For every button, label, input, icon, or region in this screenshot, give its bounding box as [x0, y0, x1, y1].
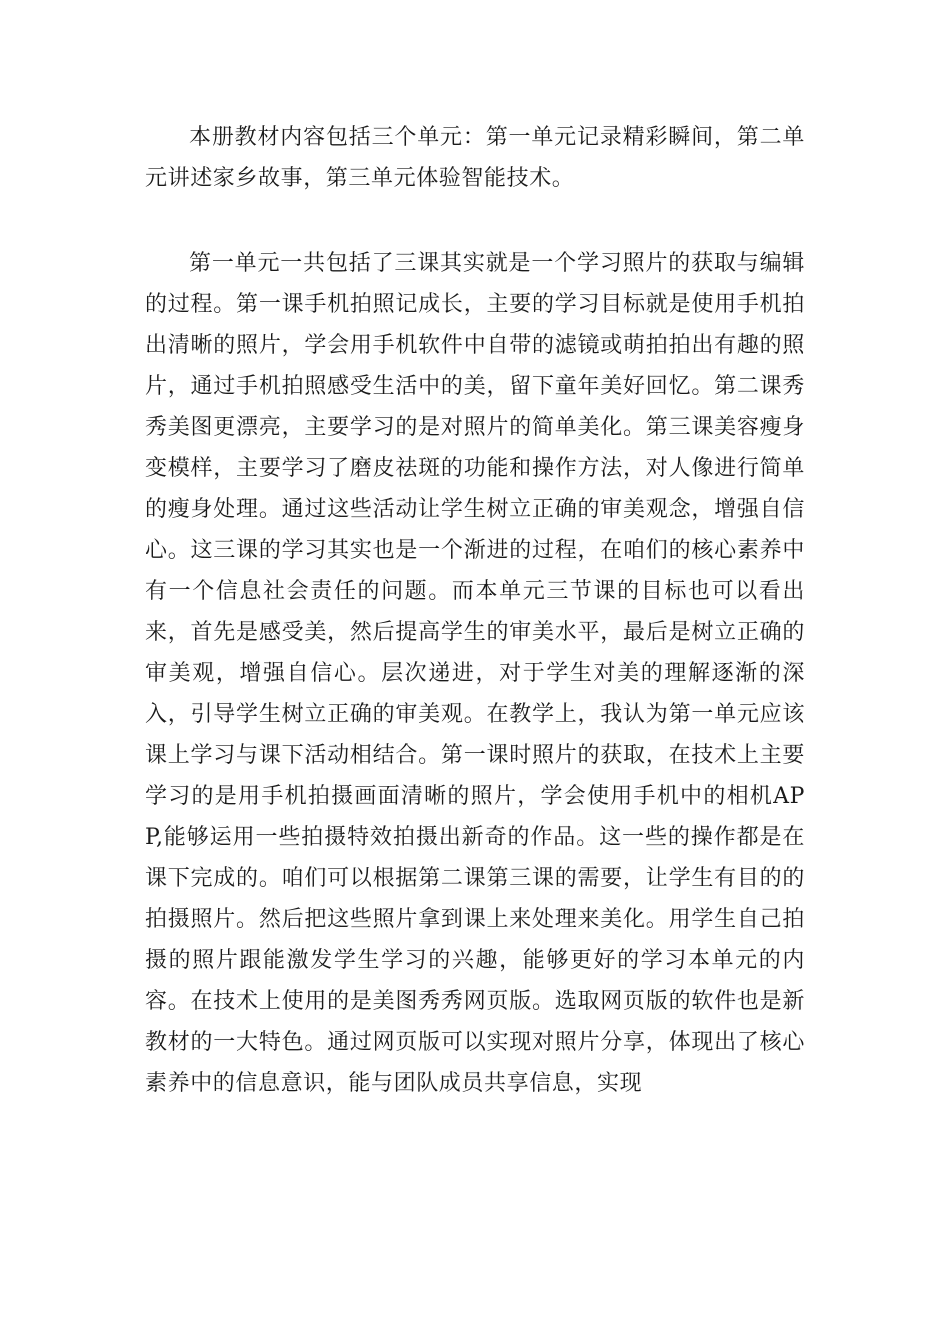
paragraph-unit-overview: 本册教材内容包括三个单元：第一单元记录精彩瞬间，第二单元讲述家乡故事，第三单元体验智能技术。	[145, 125, 805, 191]
paragraph-unit-one-description: 第一单元一共包括了三课其实就是一个学习照片的获取与编辑的过程。第一课手机拍照记成长，主要的学习目标就是使用手机拍出清晰的照片，学会用手机软件中自带的滤镜或萌拍拍出有趣的照片，通过手机拍照感受生活中的美，留下童年美好回忆。第二课秀秀美图更漂亮，主要学习的是对照片的简单美化。第三课美容瘦身变模样，主要学习了磨皮祛斑的功能和操作方法，对人像进行简单的瘦身处理。通过这些活动让学生树立正确的审美观念，增强自信心。这三课的学习其实也是一个渐进的过程，在咱们的核心素养中有一个信息社会责任的问题。而本单元三节课的目标也可以看出来，首先是感受美，然后提高学生的审美水平，最后是树立正确的审美观，增强自信心。层次递进，对于学生对美的理解逐渐的深入，引导学生树立正确的审美观。在教学上，我认为第一单元应该课上学习与课下活动相结合。第一课时照片的获取，在技术上主要学习的是用手机拍摄画面清晰的照片，学会使用手机中的相机APP,能够运用一些拍摄特效拍摄出新奇的作品。这一些的操作都是在课下完成的。咱们可以根据第二课第三课的需要，让学生有目的的拍摄照片。然后把这些照片拿到课上来处理来美化。用学生自己拍摄的照片跟能激发学生学习的兴趣，能够更好的学习本单元的内容。在技术上使用的是美图秀秀网页版。选取网页版的软件也是新教材的一大特色。通过网页版可以实现对照片分享，体现出了核心素养中的信息意识，能与团队成员共享信息，实现	[145, 251, 805, 1096]
